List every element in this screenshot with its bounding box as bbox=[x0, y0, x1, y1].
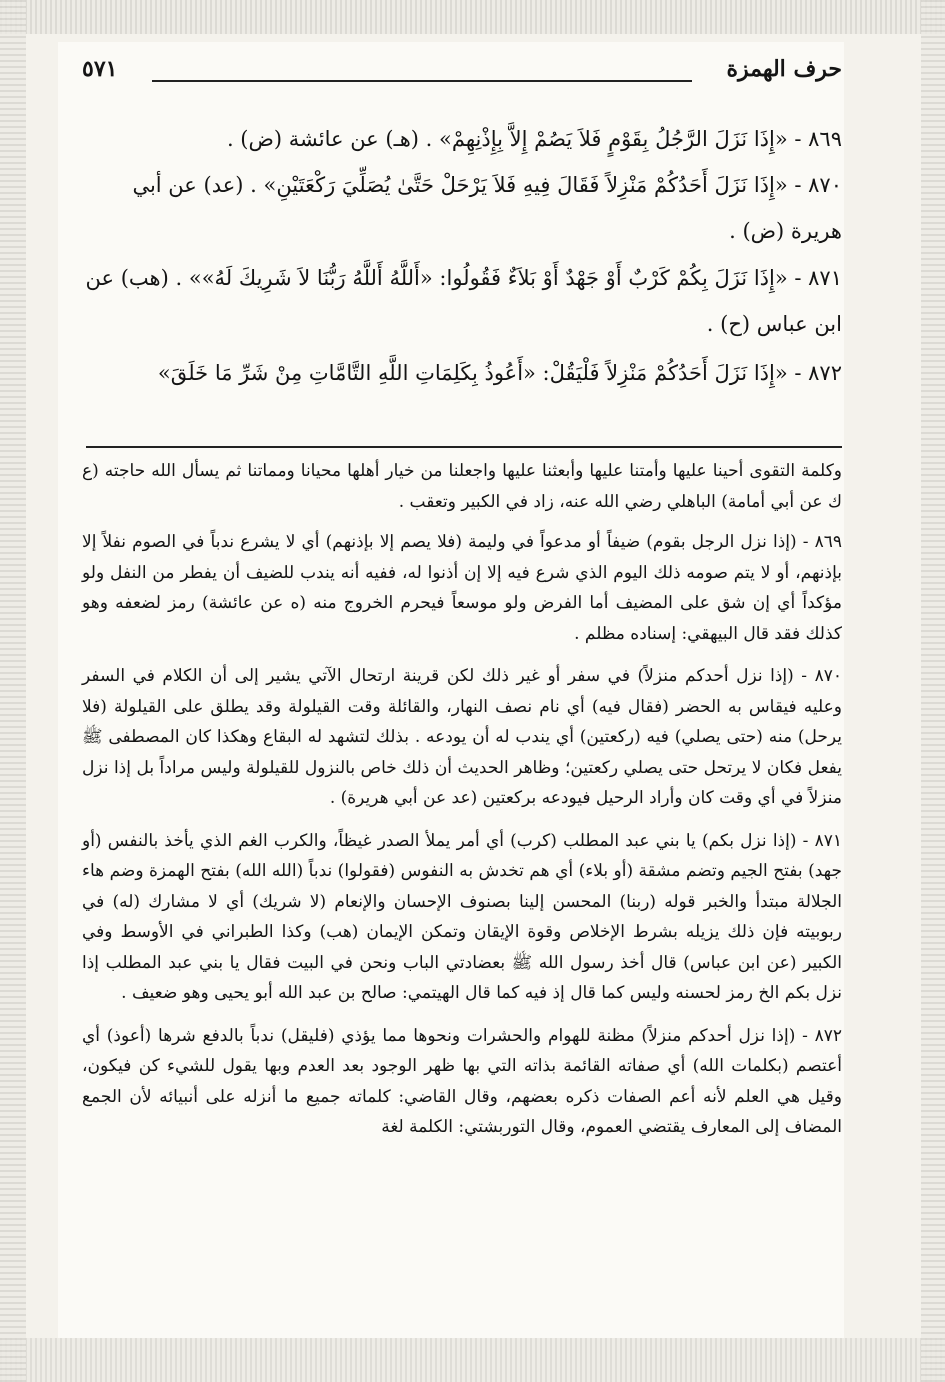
hadith-872: ٨٧٢ - «إِذَا نَزَلَ أَحَدُكُمْ مَنْزِلاً فَلْيَقُلْ: «أَعُوذُ بِكَلِمَاتِ اللَّهِ التَّامَّاتِ مِنْ شَرِّ مَا خَلَقَ» bbox=[157, 361, 842, 385]
hadith-text: «إِذَا نَزَلَ أَحَدُكُمْ مَنْزِلاً فَلْيَقُلْ: «أَعُوذُ بِكَلِمَاتِ اللَّهِ التَّامَّاتِ مِنْ شَرِّ مَا خَلَقَ» bbox=[157, 361, 788, 385]
header-rule bbox=[152, 80, 692, 82]
hadith-number: ٨٧٢ bbox=[808, 361, 842, 385]
commentary-871: ٨٧١ - (إذا نزل بكم) يا بني عبد المطلب (كرب) أي أمر يملأ الصدر غيظاً، والكرب الغم الذي يأخذ بالنفس (أو جهد) بفتح الجيم وتضم مشقة (أو بلاء) أي هم تخدش به النفوس (فقولوا) ندباً (الله الله) بفتح الهمزة وضم هاء الجلالة مبتدأ والخبر قوله (ربنا) المحسن إلينا بصنوف الإحسان والإنعام (لا شريك) أي لا مشارك (له) في ربوبيته فإن ذلك يزيله بشرط الإخلاص وقوة الإيقان وتمكن الإيمان (هب) وكذا الطبراني في الأوسط وفي الكبير (عن ابن عباس) قال أخذ رسول الله ﷺ بعضادتي الباب ونحن في البيت فقال يا بني عبد المطلب إذا نزل بكم الخ رمز لحسنه وليس كما قال إذ فيه كما قال الهيتمي: صالح بن عبد الله أبو يحيى وهو ضعيف . bbox=[82, 830, 842, 1003]
scan-border-right bbox=[921, 0, 945, 1382]
page-header bbox=[82, 56, 842, 92]
hadith-869: ٨٦٩ - «إِذَا نَزَلَ الرَّجُلُ بِقَوْمٍ فَلاَ يَصُمْ إِلاَّ بِإِذْنِهِمْ» . (هـ) عن عائشة (ض) . bbox=[226, 127, 842, 151]
scan-border-bottom bbox=[0, 1338, 945, 1382]
hadith-number: ٨٧١ bbox=[808, 266, 842, 290]
hadith-text: «إِذَا نَزَلَ بِكُمْ كَرْبٌ أَوْ جَهْدٌ أَوْ بَلاَءٌ فَقُولُوا: «أَللَّهُ أَللَّهُ رَبُّنَا لاَ شَرِيكَ لَهُ»» . (هب) عن ابن عباس (ح) . bbox=[85, 266, 842, 336]
hadith-870: ٨٧٠ - «إِذَا نَزَلَ أَحَدُكُمْ مَنْزِلاً فَقَالَ فِيهِ فَلاَ يَرْحَلْ حَتَّىٰ يُصَلِّيَ رَكْعَتَيْنِ» . (عد) عن أبي هريرة (ض) . bbox=[132, 173, 842, 243]
hadith-number: ٨٦٩ bbox=[808, 127, 842, 151]
scan-border-top bbox=[0, 0, 945, 34]
commentary-section bbox=[82, 456, 842, 1326]
hadith-text: «إِذَا نَزَلَ أَحَدُكُمْ مَنْزِلاً فَقَالَ فِيهِ فَلاَ يَرْحَلْ حَتَّىٰ يُصَلِّيَ رَكْعَتَيْنِ» . (عد) عن أبي هريرة (ض) . bbox=[132, 173, 842, 243]
commentary-869: ٨٦٩ - (إذا نزل الرجل بقوم) ضيفاً أو مدعواً في وليمة (فلا يصم إلا بإذنهم) أي لا يشرع ندباً في الصوم نفلاً إلا بإذنهم، أو لا يتم صومه ذلك اليوم الذي شرع فيه إلا إن أذنوا له، ففيه أنه يندب للضيف أن يفطر من النفل ولو مؤكداً أي إن شق على المضيف أما الفرض ولو موسعاً فيحرم الخروج منه (ه عن عائشة) رمز لضعفه وهو كذلك فقد قال البيهقي: إسناده مظلم . bbox=[82, 532, 842, 644]
commentary-872: ٨٧٢ - (إذا نزل أحدكم منزلاً) مظنة للهوام والحشرات ونحوها مما يؤذي (فليقل) ندباً بالدفع شرها (أعوذ) أي أعتصم (بكلمات الله) أي صفاته القائمة بذاته التي بها ظهر الوجود بعد العدم وبها يقول للشيء كن فيكون، وقيل هي العلم لأنه أعم الصفات ذكره بعضهم، وقال القاضي: كلماته جميع ما أنزله على أنبيائه لأن الجمع المضاف إلى المعارف يقتضي العموم، وقال التوربشتي: الكلمة لغة bbox=[82, 1025, 842, 1137]
hadith-871: ٨٧١ - «إِذَا نَزَلَ بِكُمْ كَرْبٌ أَوْ جَهْدٌ أَوْ بَلاَءٌ فَقُولُوا: «أَللَّهُ أَللَّهُ رَبُّنَا لاَ شَرِيكَ لَهُ»» . (هب) عن ابن عباس (ح) . bbox=[85, 266, 842, 336]
page-number: ٥٧١ bbox=[82, 56, 118, 82]
section-title: حرف الهمزة bbox=[726, 56, 842, 82]
commentary-intro: وكلمة التقوى أحينا عليها وأمتنا عليها وأبعثنا عليها واجعلنا من خيار أهلها محيانا ومماتنا ثم يسأل الله حاجته (ع ك عن أبي أمامة) الباهلي رضي الله عنه، زاد في الكبير وتعقب . bbox=[82, 461, 842, 512]
scan-border-left bbox=[0, 0, 26, 1382]
commentary-870: ٨٧٠ - (إذا نزل أحدكم منزلاً) في سفر أو غير ذلك لكن قرينة ارتحال الآتي يشير إلى أن الكلام في السفر وعليه فيقاس به الحضر (فقال فيه) أي نام نصف النهار، والقائلة وقت القيلولة وقد يطلق على القيلولة (فلا يرحل) منه (حتى يصلي) فيه (ركعتين) أي يندب له أن يودعه . بذلك لتشهد له البقاع وهكذا كان المصطفى ﷺ يفعل فكان لا يرتحل حتى يصلي ركعتين؛ وظاهر الحديث أن ذلك خاص بالنزول للقيلولة وليس مراداً بل إذا نزل منزلاً في أي وقت كان وأراد الرحيل فيودعه بركعتين (عد عن أبي هريرة) . bbox=[82, 666, 843, 808]
footnote-divider bbox=[86, 446, 842, 448]
hadith-text: «إِذَا نَزَلَ الرَّجُلُ بِقَوْمٍ فَلاَ يَصُمْ إِلاَّ بِإِذْنِهِمْ» . (هـ) عن عائشة (ض) . bbox=[226, 127, 788, 151]
hadith-number: ٨٧٠ bbox=[808, 173, 842, 197]
